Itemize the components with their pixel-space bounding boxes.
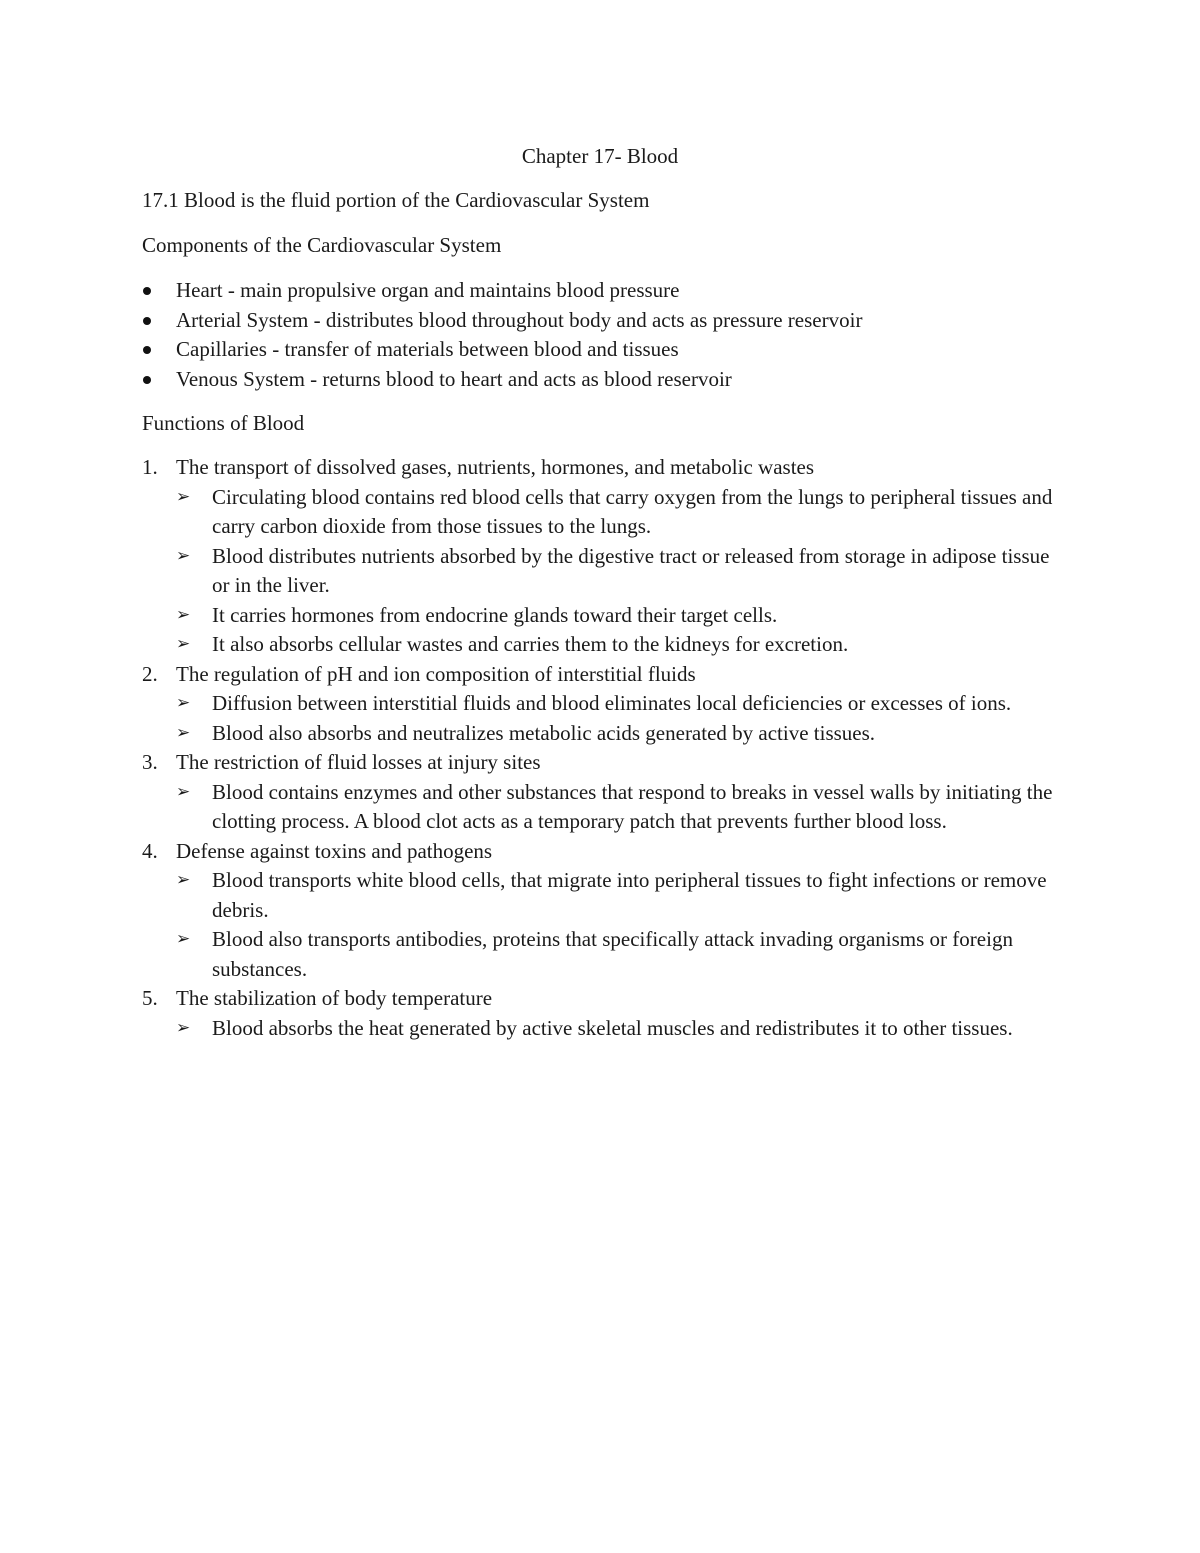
function-item xyxy=(142,837,1072,985)
section-heading: 17.1 Blood is the fluid portion of the Cardiovascular System xyxy=(142,188,650,212)
detail-text: It also absorbs cellular wastes and carries them to the kidneys for excretion. xyxy=(212,632,849,656)
arrowhead-bullet-icon: ➢ xyxy=(176,693,191,713)
detail-text: Blood distributes nutrients absorbed by the digestive tract or released from storage in adipose tissue or in the liver. xyxy=(212,543,1050,597)
list-item-text: Heart - main propulsive organ and maintains blood pressure xyxy=(176,278,680,302)
detail-text: Diffusion between interstitial fluids and blood eliminates local deficiencies or excesses of ions. xyxy=(212,691,1012,715)
arrowhead-bullet-icon: ➢ xyxy=(176,604,191,625)
detail-item xyxy=(176,866,1072,925)
detail-item xyxy=(176,483,1072,542)
function-details xyxy=(176,778,1072,837)
function-item xyxy=(142,453,1072,660)
detail-text: Blood absorbs the heat generated by active skeletal muscles and redistributes it to other tissues. xyxy=(212,1015,1013,1040)
function-details xyxy=(176,866,1072,984)
list-item-text: Arterial System - distributes blood throughout body and acts as pressure reservoir xyxy=(176,307,863,332)
arrowhead-bullet-icon: ➢ xyxy=(176,929,191,949)
page-title: Chapter 17- Blood xyxy=(521,144,679,168)
bullet-icon xyxy=(143,376,151,384)
function-number: 1. xyxy=(142,455,158,479)
function-number: 4. xyxy=(142,838,158,863)
list-item xyxy=(142,335,862,365)
list-item-text: Capillaries - transfer of materials between blood and tissues xyxy=(176,337,679,361)
detail-item xyxy=(176,1014,1072,1044)
function-item xyxy=(142,660,1072,749)
detail-item xyxy=(176,542,1072,601)
function-number: 5. xyxy=(142,986,158,1010)
function-text: The stabilization of body temperature xyxy=(176,986,493,1010)
arrowhead-bullet-icon: ➢ xyxy=(176,634,191,654)
arrowhead-bullet-icon: ➢ xyxy=(176,486,191,507)
arrowhead-bullet-icon: ➢ xyxy=(176,870,191,890)
detail-text: Blood also transports antibodies, proteins that specifically attack invading organisms or foreign substances. xyxy=(212,927,1013,981)
arrowhead-bullet-icon: ➢ xyxy=(176,722,191,743)
function-text: The regulation of pH and ion composition of interstitial fluids xyxy=(176,661,696,686)
arrowhead-bullet-icon: ➢ xyxy=(176,545,191,566)
detail-text: Blood contains enzymes and other substances that respond to breaks in vessel walls by initiating the clotting process. A blood clot acts as a temporary patch that prevents further blood loss. xyxy=(212,779,1053,833)
detail-text: Blood transports white blood cells, that migrate into peripheral tissues to fight infections or remove debris. xyxy=(212,868,1047,922)
bullet-icon xyxy=(143,346,151,354)
detail-item xyxy=(176,630,1072,660)
detail-item xyxy=(176,689,1072,719)
function-number: 3. xyxy=(142,750,158,774)
function-item xyxy=(142,984,1072,1043)
functions-heading: Functions of Blood xyxy=(142,411,305,435)
function-details xyxy=(176,483,1072,660)
list-item-text: Venous System - returns blood to heart and acts as blood reservoir xyxy=(176,366,732,391)
detail-item xyxy=(176,719,1072,749)
detail-text: Circulating blood contains red blood cells that carry oxygen from the lungs to peripheral tissues and carry carbon dioxide from those tissues to the lungs. xyxy=(212,484,1053,538)
arrowhead-bullet-icon: ➢ xyxy=(176,781,191,802)
function-text: Defense against toxins and pathogens xyxy=(176,838,493,863)
function-text: The restriction of fluid losses at injury sites xyxy=(176,750,541,774)
arrowhead-bullet-icon: ➢ xyxy=(176,1017,191,1038)
detail-item xyxy=(176,601,1072,631)
function-details xyxy=(176,689,1072,748)
detail-text: Blood also absorbs and neutralizes metabolic acids generated by active tissues. xyxy=(212,720,876,745)
function-number: 2. xyxy=(142,661,158,686)
function-text: The transport of dissolved gases, nutrients, hormones, and metabolic wastes xyxy=(176,455,815,479)
detail-item xyxy=(176,925,1072,984)
list-item xyxy=(142,276,862,306)
components-heading: Components of the Cardiovascular System xyxy=(142,233,502,257)
detail-text: It carries hormones from endocrine glands toward their target cells. xyxy=(212,602,778,627)
list-item xyxy=(142,365,862,395)
function-item xyxy=(142,748,1072,837)
detail-item xyxy=(176,778,1072,837)
bullet-icon xyxy=(143,287,151,295)
components-list xyxy=(142,276,862,394)
functions-list xyxy=(142,453,1072,1043)
list-item xyxy=(142,306,862,336)
function-details xyxy=(176,1014,1072,1044)
bullet-icon xyxy=(143,317,151,325)
